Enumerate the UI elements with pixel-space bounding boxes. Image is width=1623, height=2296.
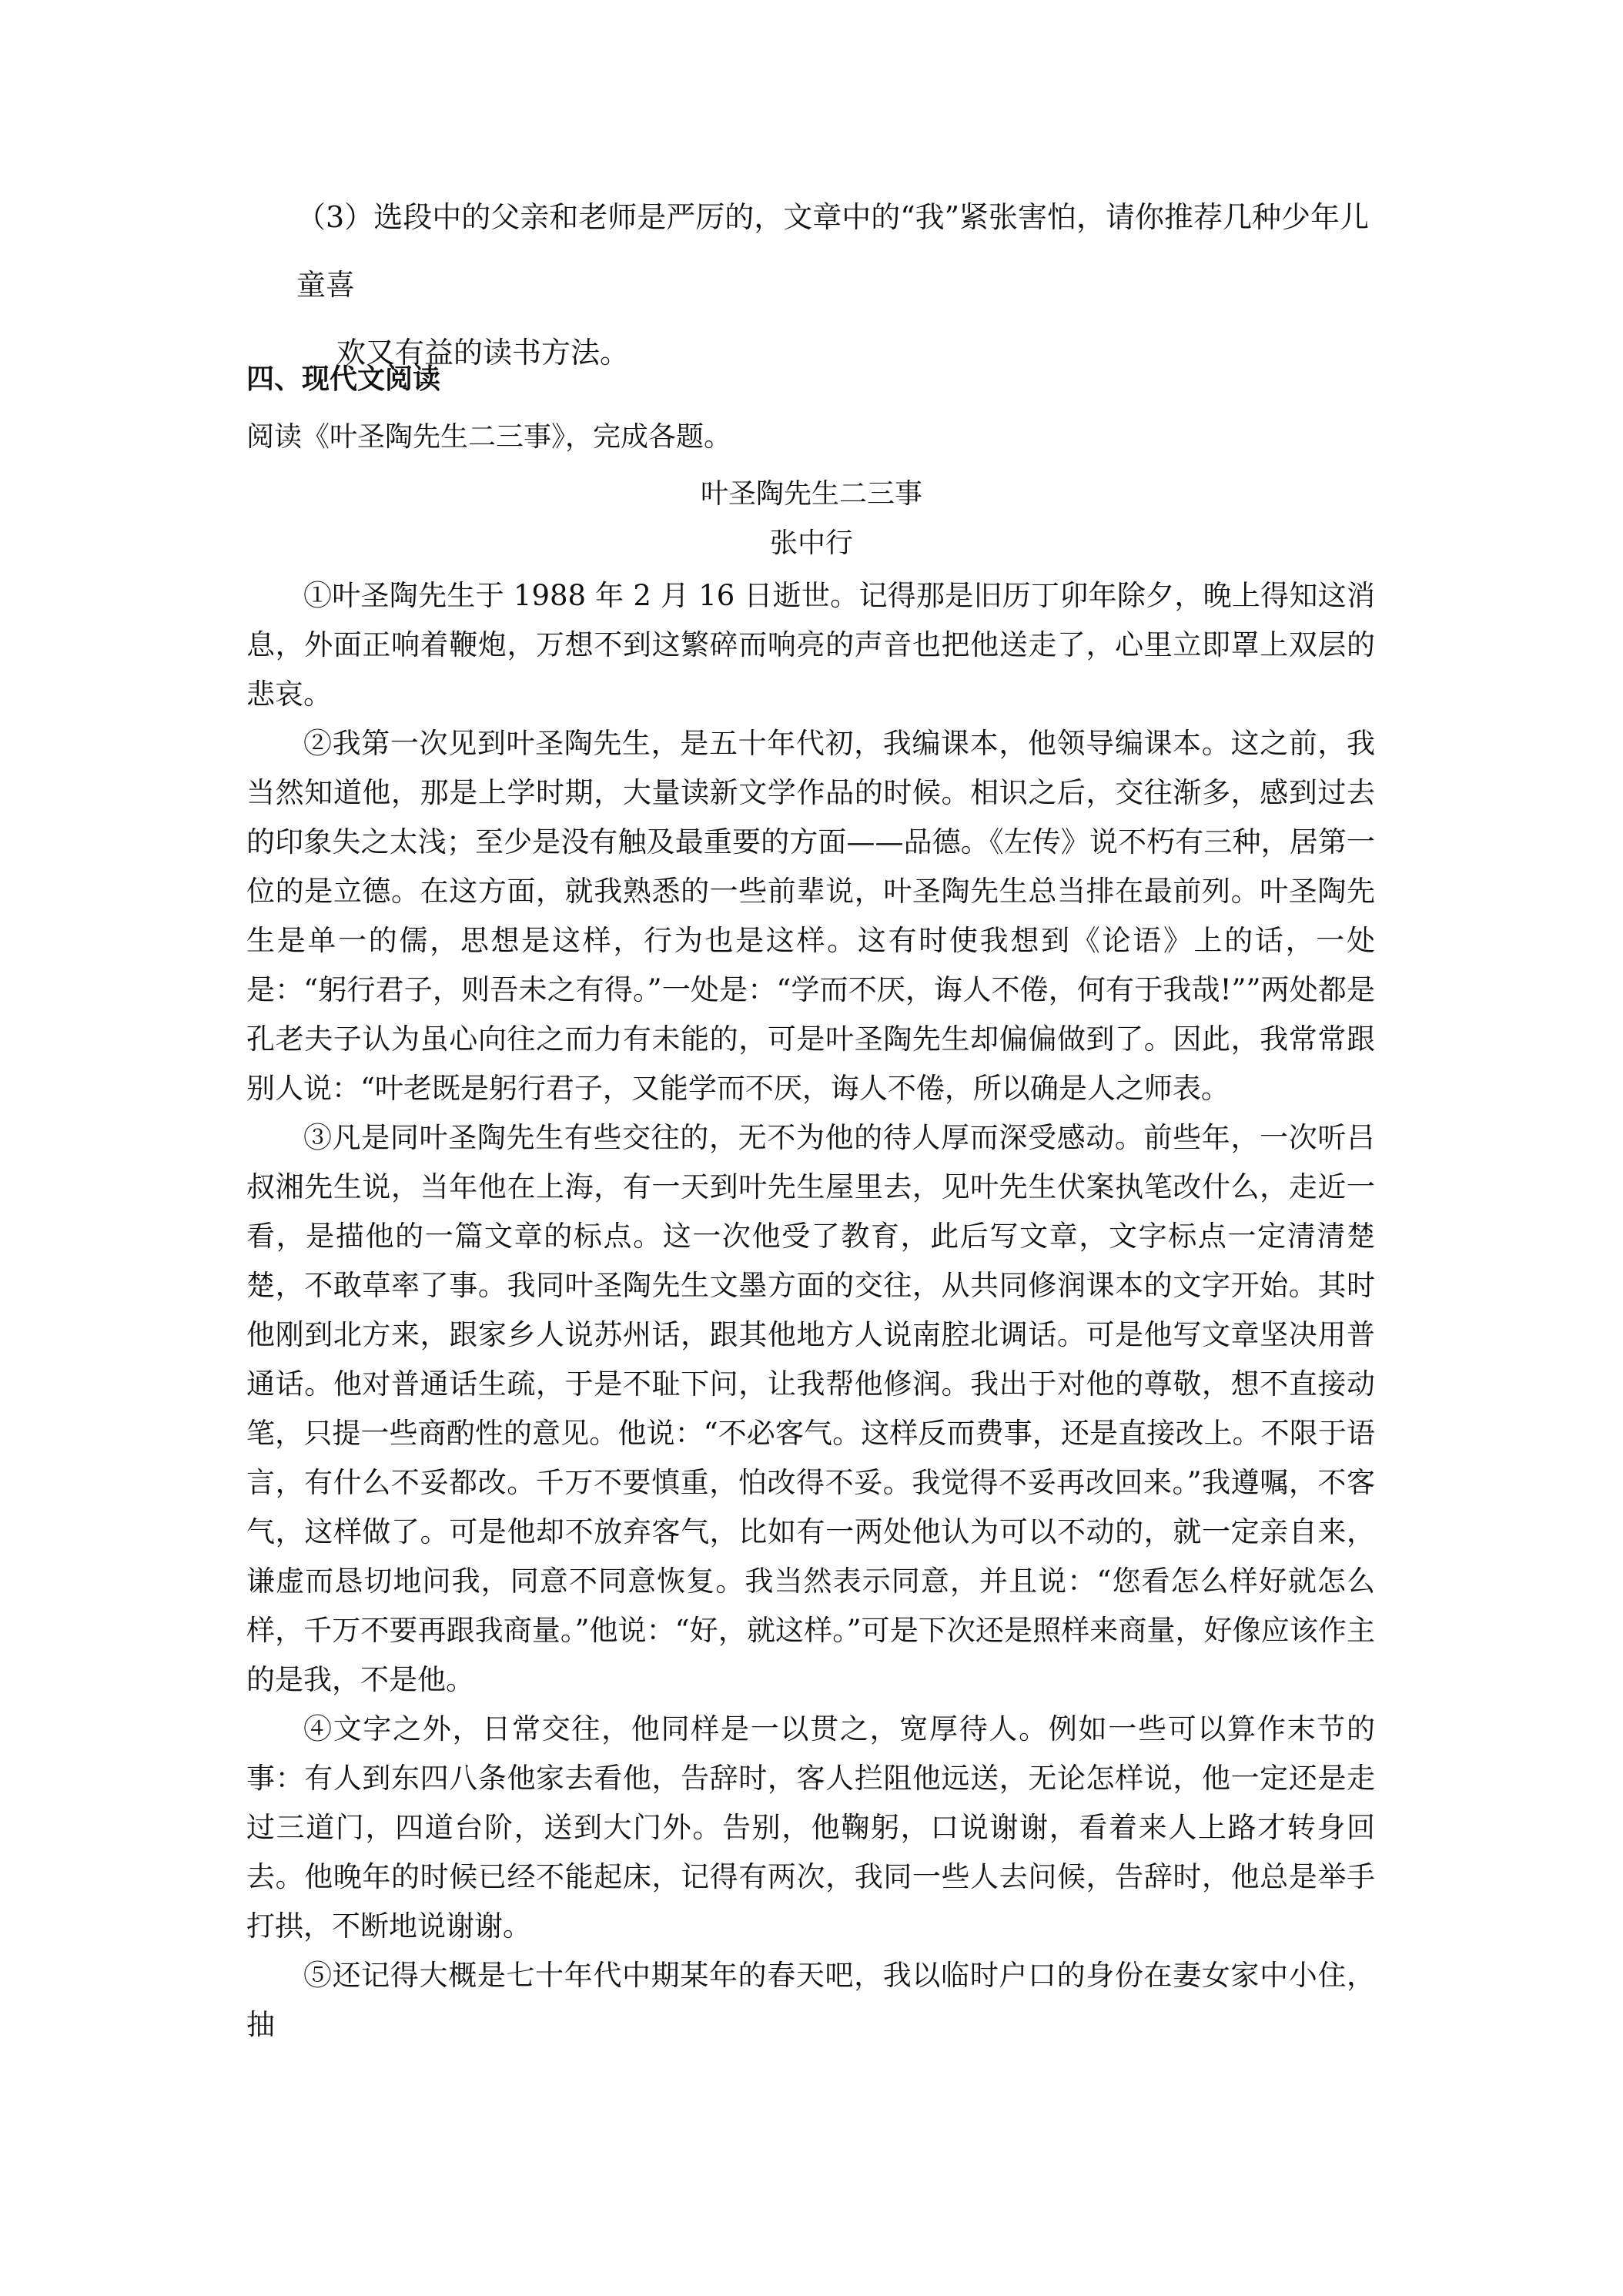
question-text-line-2: 欢又有益的读书方法。	[336, 336, 630, 370]
article-body	[246, 571, 1375, 2050]
reading-instruction: 阅读《叶圣陶先生二三事》，完成各题。	[246, 421, 732, 453]
paragraph-1: ①叶圣陶先生于 1988 年 2 月 16 日逝世。记得那是旧历丁卯年除夕，晚上得知这消息，外面正响着鞭炮，万想不到这繁碎而响亮的声音也把他送走了，心里立即罩上双层的悲哀。	[246, 579, 1375, 711]
paragraph-3: ③凡是同叶圣陶先生有些交往的，无不为他的待人厚而深受感动。前些年，一次听吕叔湘先生说，当年他在上海，有一天到叶先生屋里去，见叶先生伏案执笔改什么，走近一看，是描他的一篇文章的标点。这一次他受了教育，此后写文章，文字标点一定清清楚楚，不敢草率了事。我同叶圣陶先生文墨方面的交往，从共同修润课本的文字开始。其时他刚到北方来，跟家乡人说苏州话，跟其他地方人说南腔北调话。可是他写文章坚决用普通话。他对普通话生疏，于是不耻下问，让我帮他修润。我出于对他的尊敬，想不直接动笔，只提一些商酌性的意见。他说：“不必客气。这样反而费事，还是直接改上。不限于语言，有什么不妥都改。千万不要慎重，怕改得不妥。我觉得不妥再改回来。”我遵嘱，不客气，这样做了。可是他却不放弃客气，比如有一两处他认为可以不动的，就一定亲自来，谦虚而恳切地问我，同意不同意恢复。我当然表示同意，并且说：“您看怎么样好就怎么样，千万不要再跟我商量。”他说：“好，就这样。”可是下次还是照样来商量，好像应该作主的是我，不是他。	[246, 1121, 1375, 1696]
article-author: 张中行	[769, 527, 853, 559]
article-title: 叶圣陶先生二三事	[700, 478, 922, 510]
paragraph-2: ②我第一次见到叶圣陶先生，是五十年代初，我编课本，他领导编课本。这之前，我当然知道他，那是上学时期，大量读新文学作品的时候。相识之后，交往渐多，感到过去的印象失之太浅；至少是没有触及最重要的方面——品德。《左传》说不朽有三种，居第一位的是立德。在这方面，就我熟悉的一些前辈说，叶圣陶先生总当排在最前列。叶圣陶先生是单一的儒，思想是这样，行为也是这样。这有时使我想到《论语》上的话，一处是：“躬行君子，则吾未之有得。”一处是：“学而不厌，诲人不倦，何有于我哉!””两处都是孔老夫子认为虽心向往之而力有未能的，可是叶圣陶先生却偏偏做到了。因此，我常常跟别人说：“叶老既是躬行君子，又能学而不厌，诲人不倦，所以确是人之师表。	[246, 727, 1375, 1105]
paragraph-5: ⑤还记得大概是七十年代中期某年的春天吧，我以临时户口的身份在妻女家中小住，抽	[246, 1959, 1375, 2041]
question-text-line-1: 选段中的父亲和老师是严厉的，文章中的“我”紧张害怕，请你推荐几种少年儿童喜	[296, 200, 1370, 302]
paragraph-4: ④文字之外，日常交往，他同样是一以贯之，宽厚待人。例如一些可以算作末节的事：有人到东四八条他家去看他，告辞时，客人拦阻他远送，无论怎样说，他一定还是走过三道门，四道台阶，送到大门外。告别，他鞠躬，口说谢谢，看着来人上路才转身回去。他晚年的时候已经不能起床，记得有两次，我同一些人去问候，告辞时，他总是举手打拱，不断地说谢谢。	[246, 1712, 1375, 1943]
question-3	[296, 183, 1390, 387]
section-heading: 四、现代文阅读	[246, 363, 441, 395]
question-number: （3）	[296, 200, 374, 234]
